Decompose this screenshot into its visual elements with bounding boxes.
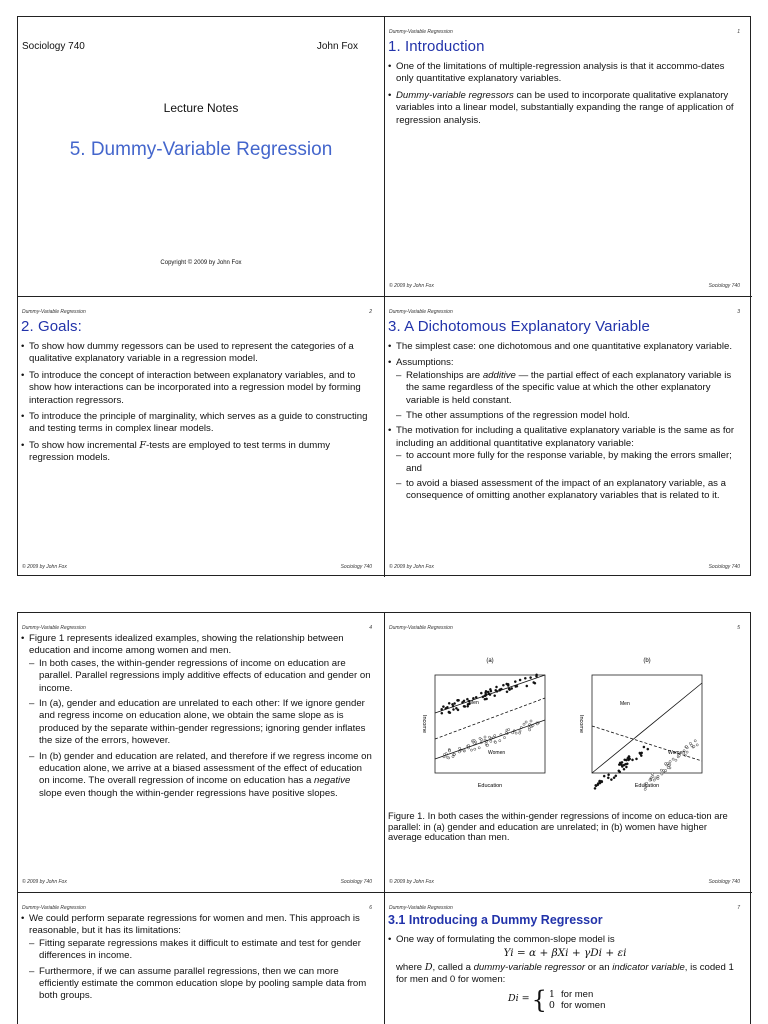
data-point [649, 779, 651, 781]
data-point [601, 780, 603, 782]
x-axis-label-b: Education [634, 783, 660, 789]
footer-course: Sociology 740 [708, 564, 740, 570]
bullet-text: can be used to incorporate qualitative explanatory variables into a linear model, substantially expanding the range of application of regression analysis. [396, 89, 734, 126]
brace: { [531, 985, 547, 1014]
bullet-text: slope even though the within-gender regressions have positive slopes. [39, 787, 338, 799]
x-axis-label-a: Education [477, 783, 503, 789]
case-value: 1 [548, 988, 555, 1000]
slide-body [388, 341, 742, 506]
footer-copyright: © 2009 by John Fox [22, 879, 67, 885]
handout-sheet-1 [17, 16, 751, 576]
data-point [663, 770, 665, 772]
data-point [653, 779, 655, 781]
data-point [519, 730, 521, 732]
slide-body [21, 633, 374, 803]
data-point [657, 775, 659, 777]
running-head: Dummy-Variable Regression [389, 309, 453, 315]
text: , called a [432, 961, 471, 973]
data-point [625, 759, 627, 761]
bullet: • The simplest case: one dichotomous and one quantitative explanatory variable. [388, 341, 742, 353]
bullet-text: — the partial effect of each explanatory variable is the same regardless of the specific value at which the other explanatory variable is held constant. [406, 369, 732, 406]
data-point [694, 740, 696, 742]
slide-footer [389, 879, 740, 885]
slide-header [389, 29, 740, 35]
data-point [643, 746, 645, 748]
footer-course: Sociology 740 [708, 283, 740, 289]
footer-copyright: © 2009 by John Fox [389, 879, 434, 885]
data-point [641, 752, 643, 754]
women-label-a: Women [488, 750, 506, 756]
di-symbol: Di = [508, 993, 530, 1005]
page-number: 3 [737, 309, 740, 315]
data-point [655, 777, 657, 779]
data-point [519, 679, 521, 681]
data-point [607, 777, 609, 779]
data-point [441, 712, 443, 714]
data-point [494, 735, 496, 737]
sub-bullet: – The other assumptions of the regression model hold. [388, 410, 742, 422]
data-point [685, 746, 687, 748]
data-point [689, 742, 691, 744]
footer-copyright: © 2009 by John Fox [22, 564, 67, 570]
panel-a-label: (a) [486, 658, 494, 664]
data-point [525, 721, 527, 723]
page-number: 4 [369, 625, 372, 631]
case-label: for women [561, 999, 606, 1011]
data-point [615, 775, 617, 777]
sub-bullet: – Fitting separate regressions makes it difficult to estimate and test for gender differences in income. [21, 938, 374, 963]
data-point [672, 758, 674, 760]
cover-copyright: Copyright © 2009 by John Fox [160, 260, 242, 266]
slide-body [21, 341, 374, 469]
data-point [613, 777, 615, 779]
running-head: Dummy-Variable Regression [22, 309, 86, 315]
slide-title: 2. Goals: [21, 318, 82, 335]
data-point [693, 745, 695, 747]
bullet-text: Relationships are [406, 369, 481, 381]
bullet: • To introduce the principle of marginality, which serves as a guide to constructing and testing terms in complex linear models. [21, 411, 374, 436]
slide-footer [22, 879, 372, 885]
figure-1 [405, 653, 735, 803]
slide-6 [18, 893, 385, 1024]
data-point [668, 765, 670, 767]
data-point [595, 784, 597, 786]
slide-footer [389, 564, 740, 570]
data-point [449, 750, 451, 752]
data-point [519, 732, 521, 734]
data-point [506, 691, 508, 693]
data-point [442, 706, 444, 708]
sub-bullet [388, 370, 742, 407]
data-point [484, 736, 486, 738]
data-point [530, 720, 532, 722]
slide-1 [385, 17, 752, 297]
cover-title: 5. Dummy-Variable Regression [69, 139, 333, 160]
data-point [502, 684, 504, 686]
data-point [526, 685, 528, 687]
data-point [454, 702, 456, 704]
text: where [396, 961, 423, 973]
data-point [488, 736, 490, 738]
data-point [661, 773, 663, 775]
footer-course: Sociology 740 [340, 564, 372, 570]
bullet-text: To show how incremental [29, 439, 137, 451]
bullet: • One of the limitations of multiple-regression analysis is that it accommo-dates only quantitative explanatory variables. [388, 61, 742, 86]
footer-copyright: © 2009 by John Fox [389, 283, 434, 289]
text: or an [587, 961, 610, 973]
running-head: Dummy-Variable Regression [389, 905, 453, 911]
data-point [657, 777, 659, 779]
data-point [503, 737, 505, 739]
data-point [610, 779, 612, 781]
data-point [485, 690, 487, 692]
slide-7 [385, 893, 752, 1024]
sub-bullet: – In (a), gender and education are unrelated to each other: If we ignore gender and regress income on education alone, we obtain the same slope as is produced by the separate within-gender regressions; ignoring gender inflates the size of the errors, however. [21, 698, 374, 748]
emphasis: Dummy-variable regressors [396, 89, 514, 101]
data-point [664, 763, 666, 765]
data-point [514, 681, 516, 683]
data-point [635, 758, 637, 760]
data-point [452, 708, 454, 710]
data-point [651, 773, 653, 775]
bullet-text: -tests are employed to test terms in dummy regression models. [29, 439, 331, 464]
f-symbol: F [139, 439, 147, 451]
emphasis: additive [482, 369, 516, 381]
data-point [625, 766, 627, 768]
data-point [631, 759, 633, 761]
slide-title: 1. Introduction [388, 38, 485, 55]
data-point [478, 747, 480, 749]
data-point [640, 755, 642, 757]
data-point [535, 675, 537, 677]
data-point [453, 753, 455, 755]
data-point [495, 686, 497, 688]
slide-2 [18, 297, 385, 577]
case-women [549, 1000, 605, 1011]
page-number: 1 [737, 29, 740, 35]
data-point [499, 740, 501, 742]
data-point [675, 759, 677, 761]
text: , is coded 1 for men and 0 for women: [396, 961, 734, 986]
data-point [598, 780, 600, 782]
data-point [619, 762, 621, 764]
slide-header [389, 625, 740, 631]
sub-bullet: – Furthermore, if we can assume parallel regressions, then we can more efficiently estimate the common education slope by pooling sample data from both groups. [21, 966, 374, 1003]
course-name: Sociology 740 [22, 41, 85, 52]
data-point [479, 737, 481, 739]
data-point [463, 705, 465, 707]
women-label-b: Women [668, 750, 686, 756]
data-point [455, 707, 457, 709]
running-head: Dummy-Variable Regression [389, 29, 453, 35]
slide-body [21, 913, 374, 1006]
sub-bullet: – to account more fully for the response variable, by making the errors smaller; and [388, 450, 742, 475]
data-point [495, 689, 497, 691]
bullet: • One way of formulating the common-slope model is [388, 934, 742, 946]
bullet: • To show how dummy regessors can be used to represent the categories of a qualitative explanatory variable in a regression model. [21, 341, 374, 366]
data-point [623, 768, 625, 770]
data-point [626, 763, 628, 765]
bullet: • We could perform separate regressions for women and men. This approach is reasonable, but it has its limitations: [21, 913, 374, 938]
sub-bullet [21, 751, 374, 801]
data-point [524, 677, 526, 679]
data-point [696, 744, 698, 746]
slide-body [388, 61, 742, 131]
slide-header [389, 905, 740, 911]
slide-footer [22, 564, 372, 570]
cover-header [22, 41, 358, 52]
data-point [691, 744, 693, 746]
data-point [489, 688, 491, 690]
men-label-a: Men [469, 700, 479, 706]
data-point [667, 767, 669, 769]
emphasis: negative [314, 775, 351, 787]
panel-b-label: (b) [643, 658, 651, 664]
data-point [475, 696, 477, 698]
data-point [533, 681, 535, 683]
figure-caption: Figure 1. In both cases the within-gender regressions of income on educa-tion are parallel: in (a) gender and education are unrelated; in (b) women have higher average education than men. [388, 810, 728, 842]
case-value: 0 [548, 999, 555, 1011]
slide-header [389, 309, 740, 315]
bullet [21, 440, 374, 465]
slide-title: 3.1 Introducing a Dummy Regressor [388, 913, 603, 927]
slide-4 [18, 613, 385, 893]
slide-header [22, 625, 372, 631]
data-point [448, 702, 450, 704]
page-number: 5 [737, 625, 740, 631]
data-point [621, 765, 623, 767]
emphasis: indicator variable [612, 961, 685, 973]
bullet: • The motivation for including a qualitative explanatory variable is the same as for including an additional quantitative explanatory variable: [388, 425, 742, 450]
data-point [608, 774, 610, 776]
data-point [647, 748, 649, 750]
data-point [618, 770, 620, 772]
data-point [686, 751, 688, 753]
data-point [509, 689, 511, 691]
data-point [458, 751, 460, 753]
footer-course: Sociology 740 [708, 879, 740, 885]
men-regression-line-a [435, 675, 545, 713]
cases-list [549, 989, 605, 1011]
footer-copyright: © 2009 by John Fox [389, 564, 434, 570]
sub-bullet: – to avoid a biased assessment of the impact of an explanatory variable, as a consequence of omitting another explanatory variables that is related to it. [388, 478, 742, 503]
data-point [594, 787, 596, 789]
men-label-b: Men [620, 701, 630, 707]
data-point [456, 699, 458, 701]
panel-b [578, 658, 702, 790]
bullet: • Figure 1 represents idealized examples, showing the relationship between education and income among women and men. [21, 633, 374, 658]
sub-bullet: – In both cases, the within-gender regressions of income on education are parallel. Parallel regressions imply additive effects of education and gender on income. [21, 658, 374, 695]
data-point [665, 770, 667, 772]
bullet [388, 90, 742, 127]
slide-header [22, 905, 372, 911]
slide-title: 3. A Dichotomous Explanatory Variable [388, 318, 650, 335]
running-head: Dummy-Variable Regression [22, 905, 86, 911]
data-point [530, 677, 532, 679]
y-axis-label-b: Income [578, 714, 584, 734]
slide-3 [385, 297, 752, 577]
data-point [508, 729, 510, 731]
data-point [487, 744, 489, 746]
data-point [470, 749, 472, 751]
bullet-text: In (b) gender and education are related, and therefore if we regress income on education alone, we arrive at a biased assessment of the effect of education on income. The overall regression of income on education has a [39, 750, 372, 787]
bullet: • To introduce the concept of interaction between explanatory variables, and to show how interactions can be incorporated into a regression model by forming interaction regressors. [21, 370, 374, 407]
y-axis-label-a: Income [421, 714, 427, 734]
data-point [627, 757, 629, 759]
slide-cover [18, 17, 385, 297]
slide-body [388, 934, 742, 1014]
data-point [507, 684, 509, 686]
emphasis: dummy-variable regressor [473, 961, 586, 973]
data-point [474, 748, 476, 750]
d-symbol: D [424, 961, 433, 973]
panel-a [421, 658, 545, 789]
data-point [515, 732, 517, 734]
data-point [511, 687, 513, 689]
footer-course: Sociology 740 [340, 879, 372, 885]
model-equation: Yi = α + βXi + γDi + εi [503, 947, 627, 960]
bullet: • Assumptions: [388, 357, 742, 369]
data-point [490, 740, 492, 742]
dummy-coding [508, 985, 742, 1014]
case-label: for men [561, 988, 594, 1000]
paragraph [388, 962, 742, 987]
case-men [549, 989, 605, 1000]
author-name: John Fox [316, 41, 358, 52]
running-head: Dummy-Variable Regression [22, 625, 86, 631]
data-point [669, 761, 671, 763]
slide-header [22, 309, 372, 315]
data-point [473, 742, 475, 744]
data-point [480, 692, 482, 694]
data-point [494, 741, 496, 743]
handout-sheet-2 [17, 612, 751, 1024]
data-point [449, 712, 451, 714]
men-regression-line-b [592, 683, 702, 773]
slide-5 [385, 613, 752, 893]
data-point [603, 775, 605, 777]
data-point [494, 695, 496, 697]
data-point [468, 745, 470, 747]
cover-subtitle: Lecture Notes [163, 101, 239, 115]
data-point [463, 700, 465, 702]
page-number: 7 [737, 905, 740, 911]
data-point [446, 756, 448, 758]
data-point [529, 729, 531, 731]
data-point [660, 769, 662, 771]
running-head: Dummy-Variable Regression [389, 625, 453, 631]
panel-b-frame [592, 675, 702, 773]
slide-footer [389, 283, 740, 289]
page-number: 2 [369, 309, 372, 315]
data-point [523, 723, 525, 725]
data-point [486, 698, 488, 700]
page-number: 6 [369, 905, 372, 911]
